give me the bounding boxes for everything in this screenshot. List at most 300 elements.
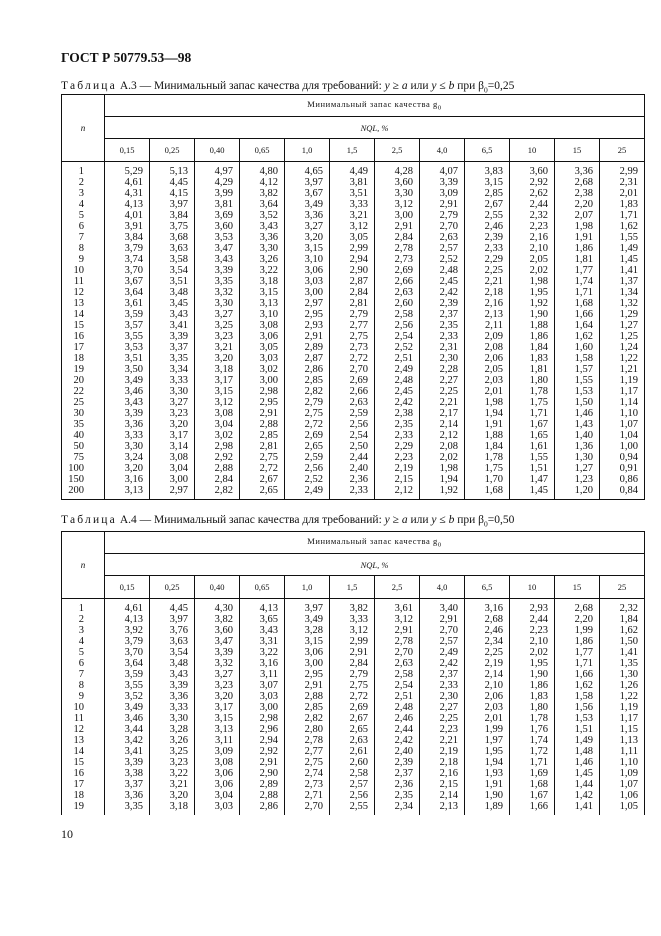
table-cell: 1,78 xyxy=(529,712,548,724)
table-cell: 1,86 xyxy=(529,679,548,691)
table-cell: 1,14 xyxy=(619,396,638,408)
table-cell: 2,58 xyxy=(349,767,368,779)
table-cell: 2,72 xyxy=(259,462,278,474)
table-cell: 2,28 xyxy=(439,363,458,375)
table-cell: 5,13 xyxy=(169,166,188,177)
table-cell: 2,31 xyxy=(439,341,458,353)
table-cell: 3,67 xyxy=(124,275,143,287)
sample-size-column xyxy=(62,599,105,815)
table-cell: 3,09 xyxy=(439,187,458,199)
cond-le: ≤ xyxy=(436,80,449,92)
table-cell: 2,94 xyxy=(349,253,368,265)
table-cell: 1,35 xyxy=(619,657,638,669)
table-cell: 2,78 xyxy=(394,242,413,254)
table-cell: 3,43 xyxy=(259,220,278,232)
table-cell: 3,83 xyxy=(484,166,503,177)
table-cell: 3,23 xyxy=(214,330,233,342)
table-cell: 2,91 xyxy=(304,330,323,342)
table-cell: 3,97 xyxy=(304,176,323,188)
table-cell: 1,21 xyxy=(619,363,638,375)
table-cell: 2,45 xyxy=(439,275,458,287)
sample-size-value: 7 xyxy=(78,668,84,680)
table-cell: 2,10 xyxy=(529,635,548,647)
table-cell: 2,35 xyxy=(394,789,413,801)
table-cell: 3,38 xyxy=(124,767,143,779)
header-n: n xyxy=(62,95,105,162)
table-cell: 2,56 xyxy=(349,789,368,801)
table-cell: 2,91 xyxy=(349,646,368,658)
table-cell: 2,06 xyxy=(484,352,503,364)
table-cell: 1,98 xyxy=(484,396,503,408)
table-cell: 1,78 xyxy=(529,385,548,397)
sample-size-value: 14 xyxy=(73,308,84,320)
table-cell: 3,82 xyxy=(349,603,368,614)
table-cell: 2,67 xyxy=(259,473,278,485)
table-cell: 0,94 xyxy=(619,451,638,463)
table-cell: 3,44 xyxy=(124,723,143,735)
table-cell: 2,16 xyxy=(439,767,458,779)
value-column xyxy=(105,162,150,500)
table-cell: 3,55 xyxy=(124,330,143,342)
table-cell: 1,45 xyxy=(574,767,593,779)
table-cell: 2,69 xyxy=(349,374,368,386)
table-cell: 2,92 xyxy=(529,176,548,188)
table-cell: 3,22 xyxy=(259,264,278,276)
table-cell: 1,13 xyxy=(619,734,638,746)
table-cell: 2,58 xyxy=(394,308,413,320)
table-cell: 3,55 xyxy=(124,679,143,691)
cond-b: b xyxy=(448,514,455,526)
table-cell: 2,63 xyxy=(349,734,368,746)
table-cell: 2,75 xyxy=(259,451,278,463)
table-cell: 2,69 xyxy=(304,429,323,441)
table-cell: 3,20 xyxy=(124,462,143,474)
table-cell: 3,61 xyxy=(394,603,413,614)
table-cell: 3,30 xyxy=(214,297,233,309)
table-cell: 3,39 xyxy=(124,756,143,768)
column-header: 15 xyxy=(555,139,600,162)
table-cell: 2,73 xyxy=(349,341,368,353)
table-cell: 2,37 xyxy=(394,767,413,779)
table-cell: 1,83 xyxy=(529,690,548,702)
table-cell: 2,16 xyxy=(529,231,548,243)
table-cell: 3,13 xyxy=(214,723,233,735)
table-cell: 3,00 xyxy=(304,286,323,298)
sample-size-value: 100 xyxy=(68,462,84,474)
column-header: 1,0 xyxy=(285,139,330,162)
table-cell: 1,60 xyxy=(574,341,593,353)
table-cell: 1,55 xyxy=(619,231,638,243)
table-cell: 1,67 xyxy=(529,418,548,430)
table-cell: 1,72 xyxy=(529,745,548,757)
sample-size-value: 10 xyxy=(73,701,84,713)
table-cell: 3,54 xyxy=(169,646,188,658)
sample-size-column xyxy=(62,162,105,500)
table-cell: 4,07 xyxy=(439,166,458,177)
table-cell: 2,08 xyxy=(484,341,503,353)
table-cell: 4,29 xyxy=(214,176,233,188)
table-cell: 2,46 xyxy=(484,220,503,232)
table-cell: 3,27 xyxy=(214,668,233,680)
table-cell: 3,91 xyxy=(124,220,143,232)
table-cell: 3,17 xyxy=(169,429,188,441)
table-cell: 1,00 xyxy=(619,440,638,452)
table-cell: 2,80 xyxy=(304,723,323,735)
table-cell: 3,04 xyxy=(169,462,188,474)
table-cell: 2,37 xyxy=(439,668,458,680)
table-cell: 1,27 xyxy=(619,319,638,331)
table-cell: 1,62 xyxy=(619,624,638,636)
table-cell: 3,31 xyxy=(259,635,278,647)
table-cell: 3,18 xyxy=(259,275,278,287)
table-cell: 4,12 xyxy=(259,176,278,188)
cond-ge: ≥ xyxy=(389,514,402,526)
table-cell: 3,12 xyxy=(214,396,233,408)
table-cell: 4,45 xyxy=(169,603,188,614)
table-cell: 2,52 xyxy=(394,341,413,353)
table-cell: 2,87 xyxy=(304,352,323,364)
table-cell: 2,02 xyxy=(529,264,548,276)
table-cell: 2,34 xyxy=(484,635,503,647)
value-column xyxy=(330,162,375,500)
value-column xyxy=(105,599,150,815)
table-body-row xyxy=(62,599,645,815)
table-cell: 2,05 xyxy=(529,253,548,265)
sample-size-value: 13 xyxy=(73,297,84,309)
sample-size-value: 50 xyxy=(73,440,84,452)
table-cell: 4,13 xyxy=(124,198,143,210)
table-cell: 3,30 xyxy=(124,440,143,452)
table-cell: 1,29 xyxy=(619,308,638,320)
table-cell: 3,33 xyxy=(169,701,188,713)
table-cell: 1,11 xyxy=(620,745,638,757)
header-title xyxy=(105,95,645,117)
sample-size-value: 11 xyxy=(73,275,84,287)
table-cell: 2,79 xyxy=(439,209,458,221)
cond-or: или xyxy=(407,80,432,92)
table-cell: 3,49 xyxy=(304,613,323,625)
table-cell: 2,29 xyxy=(484,253,503,265)
table-cell: 2,14 xyxy=(484,668,503,680)
table-cell: 3,64 xyxy=(124,286,143,298)
sample-size-value: 17 xyxy=(73,341,84,353)
table-cell: 2,68 xyxy=(574,603,593,614)
table-cell: 2,15 xyxy=(439,778,458,790)
table-cell: 1,65 xyxy=(529,429,548,441)
table-cell: 2,42 xyxy=(394,396,413,408)
value-column xyxy=(465,162,510,500)
table-cell: 2,59 xyxy=(304,451,323,463)
table-cell: 2,36 xyxy=(349,473,368,485)
value-column xyxy=(465,599,510,815)
table-cell: 2,99 xyxy=(349,635,368,647)
table-cell: 3,35 xyxy=(214,275,233,287)
table-cell: 2,63 xyxy=(439,231,458,243)
table-cell: 2,23 xyxy=(529,624,548,636)
table-cell: 1,62 xyxy=(574,679,593,691)
table-cell: 2,82 xyxy=(304,385,323,397)
table-cell: 3,30 xyxy=(394,187,413,199)
table-cell: 1,86 xyxy=(574,635,593,647)
header-title-text: Минимальный запас качества g xyxy=(307,536,438,547)
table-cell: 4,45 xyxy=(169,176,188,188)
table-cell: 3,10 xyxy=(259,308,278,320)
table-cell: 1,91 xyxy=(484,418,503,430)
table-cell: 1,90 xyxy=(484,789,503,801)
table-cell: 3,03 xyxy=(304,275,323,287)
table-cell: 3,57 xyxy=(124,319,143,331)
sample-size-value: 7 xyxy=(78,231,84,243)
table-cell: 3,26 xyxy=(169,734,188,746)
table-cell: 2,89 xyxy=(304,341,323,353)
table-cell: 1,06 xyxy=(619,789,638,801)
table-cell: 2,71 xyxy=(304,789,323,801)
table-cell: 3,06 xyxy=(304,646,323,658)
table-cell: 3,51 xyxy=(124,352,143,364)
table-cell: 2,70 xyxy=(394,646,413,658)
table-cell: 3,21 xyxy=(214,341,233,353)
table-cell: 1,68 xyxy=(529,778,548,790)
cond-beta: при β xyxy=(454,514,484,526)
table-cell: 1,98 xyxy=(529,275,548,287)
value-column xyxy=(240,599,285,815)
table-cell: 2,29 xyxy=(394,440,413,452)
table-cell: 1,55 xyxy=(574,374,593,386)
table-cell: 1,56 xyxy=(574,701,593,713)
table-cell: 1,67 xyxy=(529,789,548,801)
table-cell: 1,45 xyxy=(619,253,638,265)
table-cell: 2,52 xyxy=(439,253,458,265)
table-cell: 2,85 xyxy=(484,187,503,199)
table-cell: 2,34 xyxy=(394,800,413,812)
table-cell: 3,97 xyxy=(304,603,323,614)
table-cell: 3,20 xyxy=(304,231,323,243)
table-cell: 3,15 xyxy=(484,176,503,188)
cond-beta: при β xyxy=(454,80,484,92)
table-cell: 3,12 xyxy=(394,198,413,210)
table-cell: 2,48 xyxy=(439,264,458,276)
table-cell: 3,82 xyxy=(259,187,278,199)
table-cell: 2,82 xyxy=(214,484,233,496)
table-cell: 2,35 xyxy=(439,319,458,331)
table-cell: 3,15 xyxy=(214,712,233,724)
table-cell: 2,23 xyxy=(394,451,413,463)
table-cell: 2,09 xyxy=(484,330,503,342)
table-cell: 3,70 xyxy=(124,264,143,276)
table-cell: 2,65 xyxy=(304,440,323,452)
table-cell: 1,66 xyxy=(574,668,593,680)
table-cell: 3,36 xyxy=(169,690,188,702)
table-cell: 2,95 xyxy=(304,668,323,680)
column-header: 0,40 xyxy=(195,576,240,599)
table-cell: 3,03 xyxy=(259,690,278,702)
sample-size-value: 14 xyxy=(73,745,84,757)
table-cell: 3,36 xyxy=(304,209,323,221)
table-cell: 3,51 xyxy=(169,275,188,287)
table-cell: 2,79 xyxy=(349,668,368,680)
table-cell: 3,02 xyxy=(214,429,233,441)
table-cell: 3,11 xyxy=(260,668,278,680)
table-cell: 3,15 xyxy=(214,385,233,397)
cond-y: y xyxy=(384,514,390,526)
table-cell: 2,19 xyxy=(394,462,413,474)
table-cell: 1,98 xyxy=(439,462,458,474)
table-cell: 2,75 xyxy=(304,407,323,419)
table-cell: 2,16 xyxy=(484,297,503,309)
table-cell: 1,83 xyxy=(619,198,638,210)
table-cell: 1,78 xyxy=(484,451,503,463)
table-cell: 3,60 xyxy=(394,176,413,188)
table-cell: 1,42 xyxy=(574,789,593,801)
table-cell: 3,06 xyxy=(304,264,323,276)
sample-size-value: 6 xyxy=(78,220,84,232)
table-cell: 2,69 xyxy=(394,264,413,276)
table-cell: 2,58 xyxy=(394,668,413,680)
table-cell: 1,74 xyxy=(574,275,593,287)
value-column xyxy=(150,599,195,815)
document-header: ГОСТ Р 50779.53—98 xyxy=(61,50,192,65)
table-cell: 3,04 xyxy=(214,789,233,801)
sample-size-value: 40 xyxy=(73,429,84,441)
column-header: 0,25 xyxy=(150,139,195,162)
value-column xyxy=(240,162,285,500)
table-cell: 3,33 xyxy=(169,374,188,386)
table-cell: 3,18 xyxy=(214,363,233,375)
table-cell: 2,13 xyxy=(484,308,503,320)
table-cell: 1,26 xyxy=(619,679,638,691)
table-cell: 2,95 xyxy=(259,396,278,408)
sample-size-value: 5 xyxy=(78,646,84,658)
table-cell: 3,63 xyxy=(169,242,188,254)
table-cell: 1,81 xyxy=(529,363,548,375)
cond-y: y xyxy=(384,80,390,92)
table-cell: 2,03 xyxy=(484,701,503,713)
table-cell: 2,19 xyxy=(439,745,458,757)
table-cell: 2,48 xyxy=(394,701,413,713)
table-cell: 3,07 xyxy=(259,679,278,691)
table-cell: 3,22 xyxy=(259,646,278,658)
table-cell: 3,21 xyxy=(349,209,368,221)
column-header: 4,0 xyxy=(420,139,465,162)
table-cell: 1,47 xyxy=(529,473,548,485)
table-cell: 3,24 xyxy=(124,451,143,463)
table-cell: 2,88 xyxy=(259,789,278,801)
table-cell: 3,35 xyxy=(124,800,143,812)
table-cell: 3,58 xyxy=(169,253,188,265)
column-header: 6,5 xyxy=(465,139,510,162)
table-cell: 3,43 xyxy=(259,624,278,636)
sample-size-value: 30 xyxy=(73,407,84,419)
table-cell: 4,15 xyxy=(169,187,188,199)
table-cell: 1,71 xyxy=(574,286,593,298)
table-cell: 2,25 xyxy=(439,712,458,724)
table-cell: 3,41 xyxy=(124,745,143,757)
table-cell: 2,56 xyxy=(304,462,323,474)
table-cell: 2,88 xyxy=(304,690,323,702)
table-cell: 4,61 xyxy=(124,603,143,614)
table-cell: 4,61 xyxy=(124,176,143,188)
sample-size-value: 9 xyxy=(78,253,84,265)
table-cell: 3,34 xyxy=(169,363,188,375)
table-cell: 1,83 xyxy=(529,352,548,364)
table-cell: 3,00 xyxy=(259,374,278,386)
table-cell: 1,86 xyxy=(574,242,593,254)
table-cell: 2,25 xyxy=(484,646,503,658)
table-cell: 1,30 xyxy=(574,451,593,463)
table-cell: 1,66 xyxy=(574,308,593,320)
table-cell: 2,92 xyxy=(259,745,278,757)
table-cell: 1,77 xyxy=(574,264,593,276)
table-cell: 4,49 xyxy=(349,166,368,177)
table-cell: 1,90 xyxy=(529,308,548,320)
table-cell: 3,23 xyxy=(169,756,188,768)
table-cell: 2,40 xyxy=(349,462,368,474)
table-cell: 2,36 xyxy=(394,778,413,790)
caption-text: А.3 — Минимальный запас качества для требований: xyxy=(119,80,382,92)
column-header: 0,65 xyxy=(240,576,285,599)
sample-size-value: 18 xyxy=(73,352,84,364)
table-cell: 2,61 xyxy=(349,745,368,757)
table-cell: 3,54 xyxy=(169,264,188,276)
column-header: 15 xyxy=(555,576,600,599)
table-cell: 1,04 xyxy=(619,429,638,441)
table-cell: 3,43 xyxy=(169,668,188,680)
table-cell: 2,20 xyxy=(574,198,593,210)
table-cell: 1,98 xyxy=(574,220,593,232)
table-cell: 3,59 xyxy=(124,308,143,320)
table-cell: 3,47 xyxy=(214,242,233,254)
table-cell: 1,07 xyxy=(619,778,638,790)
table-label: Таблица xyxy=(61,514,117,526)
sample-size-value: 25 xyxy=(73,396,84,408)
table-cell: 3,03 xyxy=(259,352,278,364)
sample-size-value: 150 xyxy=(68,473,84,485)
table-cell: 2,56 xyxy=(394,319,413,331)
table-cell: 1,61 xyxy=(529,440,548,452)
table-cell: 1,27 xyxy=(574,462,593,474)
table-cell: 2,51 xyxy=(394,352,413,364)
table-cell: 3,00 xyxy=(304,657,323,669)
table-cell: 1,45 xyxy=(529,484,548,496)
table-cell: 2,93 xyxy=(304,319,323,331)
beta-value: =0,50 xyxy=(487,514,515,526)
table-cell: 2,49 xyxy=(304,484,323,496)
table-cell: 3,25 xyxy=(169,745,188,757)
table-cell: 3,39 xyxy=(169,679,188,691)
table-cell: 2,97 xyxy=(304,297,323,309)
table-cell: 3,21 xyxy=(169,778,188,790)
table-cell: 3,60 xyxy=(529,166,548,177)
table-cell: 2,21 xyxy=(439,734,458,746)
table-cell: 2,11 xyxy=(485,319,503,331)
sample-size-value: 13 xyxy=(73,734,84,746)
column-header: 1,5 xyxy=(330,576,375,599)
table-cell: 2,57 xyxy=(349,778,368,790)
table-cell: 2,91 xyxy=(259,407,278,419)
table-cell: 2,13 xyxy=(439,800,458,812)
table-label: Таблица xyxy=(61,80,117,92)
table-cell: 3,46 xyxy=(124,712,143,724)
table-cell: 3,27 xyxy=(304,220,323,232)
table-cell: 2,91 xyxy=(439,613,458,625)
table-cell: 3,70 xyxy=(124,646,143,658)
column-header: 2,5 xyxy=(375,576,420,599)
sample-size-value: 2 xyxy=(78,613,84,625)
table-cell: 3,79 xyxy=(124,242,143,254)
table-cell: 2,40 xyxy=(394,745,413,757)
table-cell: 3,48 xyxy=(169,657,188,669)
table-cell: 2,65 xyxy=(259,484,278,496)
